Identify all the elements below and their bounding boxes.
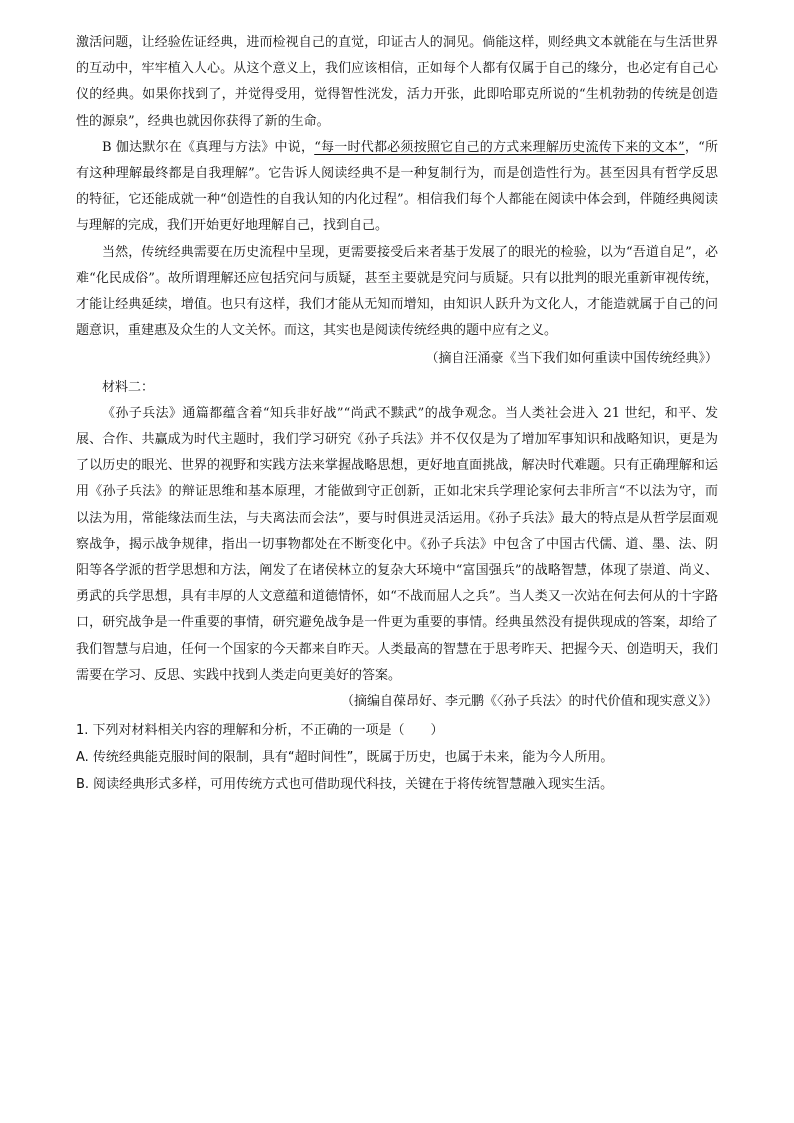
material2-heading: 材料二： [102, 379, 155, 395]
question-1-option-b: B. 阅读经典形式多样，可用传统方式也可借助现代科技，关键在于将传统智慧融入现实生活。 [76, 777, 614, 793]
question-1-option-a: A. 传统经典能克服时间的限制，具有“超时间性”，既属于历史，也属于未来，能为今人所用。 [76, 750, 614, 766]
material2-paragraph: 《孙子兵法》通篇都蕴含着“知兵非好战”“尚武不黩武”的战争观念。当人类社会进入 21 世纪，和平、发展、合作、共赢成为时代主题时，我们学习研究《孙子兵法》并不仅仅是为了增加军事知识和战略知识，更是为了以历史的眼光、世界的视野和实践方法来掌握战略思想，更好地直面挑战，解决时代难题。只有正确理解和运用《孙子兵法》的辩证思维和基本原理，才能做到守正创新，正如北宋兵学理论家何去非所言“不以法为守，而以法为用，常能缘法而生法，与夫离法而会法”，要与时俱进灵活运用。《孙子兵法》最大的特点是从哲学层面观察战争，揭示战争规律，指出一切事物都处在不断变化中。《孙子兵法》中包含了中国古代儒、道、墨、法、阴阳等各学派的哲学思想和方法，阐发了在诸侯林立的复杂大环境中“富国强兵”的战略智慧，体现了崇道、尚义、勇武的兵学思想，具有丰厚的人文意蕴和道德情怀，如“不战而屈人之兵”。当人类又一次站在何去何从的十字路口，研究战争是一件重要的事情，研究避免战争是一件更为重要的事情。经典虽然没有提供现成的答案，却给了我们智慧与启迪，任何一个国家的今天都来自昨天。人类最高的智慧在于思考昨天、把握今天、创造明天，我们需要在学习、反思、实践中找到人类走向更美好的答案。 [76, 405, 718, 683]
material1-paragraph-continued: 激活问题，让经验佐证经典，进而检视自己的直觉，印证古人的洞见。倘能这样，则经典文本就能在与生活世界的互动中，牢牢植入人心。从这个意义上，我们应该相信，正如每个人都有仅属于自己的缘分，也必定有自己心仪的经典。如果你找到了，并觉得受用，觉得智性洸发，活力开张，此即哈耶克所说的“生机勃勃的传统是创造性的源泉”，经典也就因你获得了新的生命。 [76, 35, 718, 129]
material1-source: （摘自汪涌豪《当下我们如何重读中国传统经典》） [425, 351, 718, 367]
question-1-stem: 1. 下列对材料相关内容的理解和分析，不正确的一项是（ ） [76, 723, 444, 739]
material1-paragraph-b [76, 135, 718, 240]
paragraph-b-rest: ，“所有这种理解最终都是自我理解”。它告诉人阅读经典不是一种复制行为，而是创造性行为。甚至因具有哲学反思的特征，它还能成就一种“创造性的自我认知的内化过程”。相信我们每个人都能在阅读中体会到，伴随经典阅读与理解的完成，我们开始更好地理解自己，找到自己。 [76, 139, 718, 234]
underlined-quote: “每一时代都必须按照它自己的方式来理解历史流传下来的文本” [314, 139, 685, 155]
material2-source: （摘编自葆昂好、李元鹏《〈孙子兵法〉的时代价值和现实意义》） [340, 694, 718, 710]
paragraph-b-prefix: B 伽达默尔在《真理与方法》中说， [102, 139, 315, 155]
material1-paragraph-c: 当然，传统经典需要在历史流程中呈现，更需要接受后来者基于发展了的眼光的检验，以为“吾道自足”，必难“化民成俗”。故所谓理解还应包括究问与质疑，甚至主要就是究问与质疑。只有以批判的眼光重新审视传统，才能让经典延续，增值。也只有这样，我们才能从无知而增知，由知识人跃升为文化人，才能造就属于自己的问题意识，重建惠及众生的人文关怀。而这，其实也是阅读传统经典的题中应有之义。 [76, 244, 718, 339]
